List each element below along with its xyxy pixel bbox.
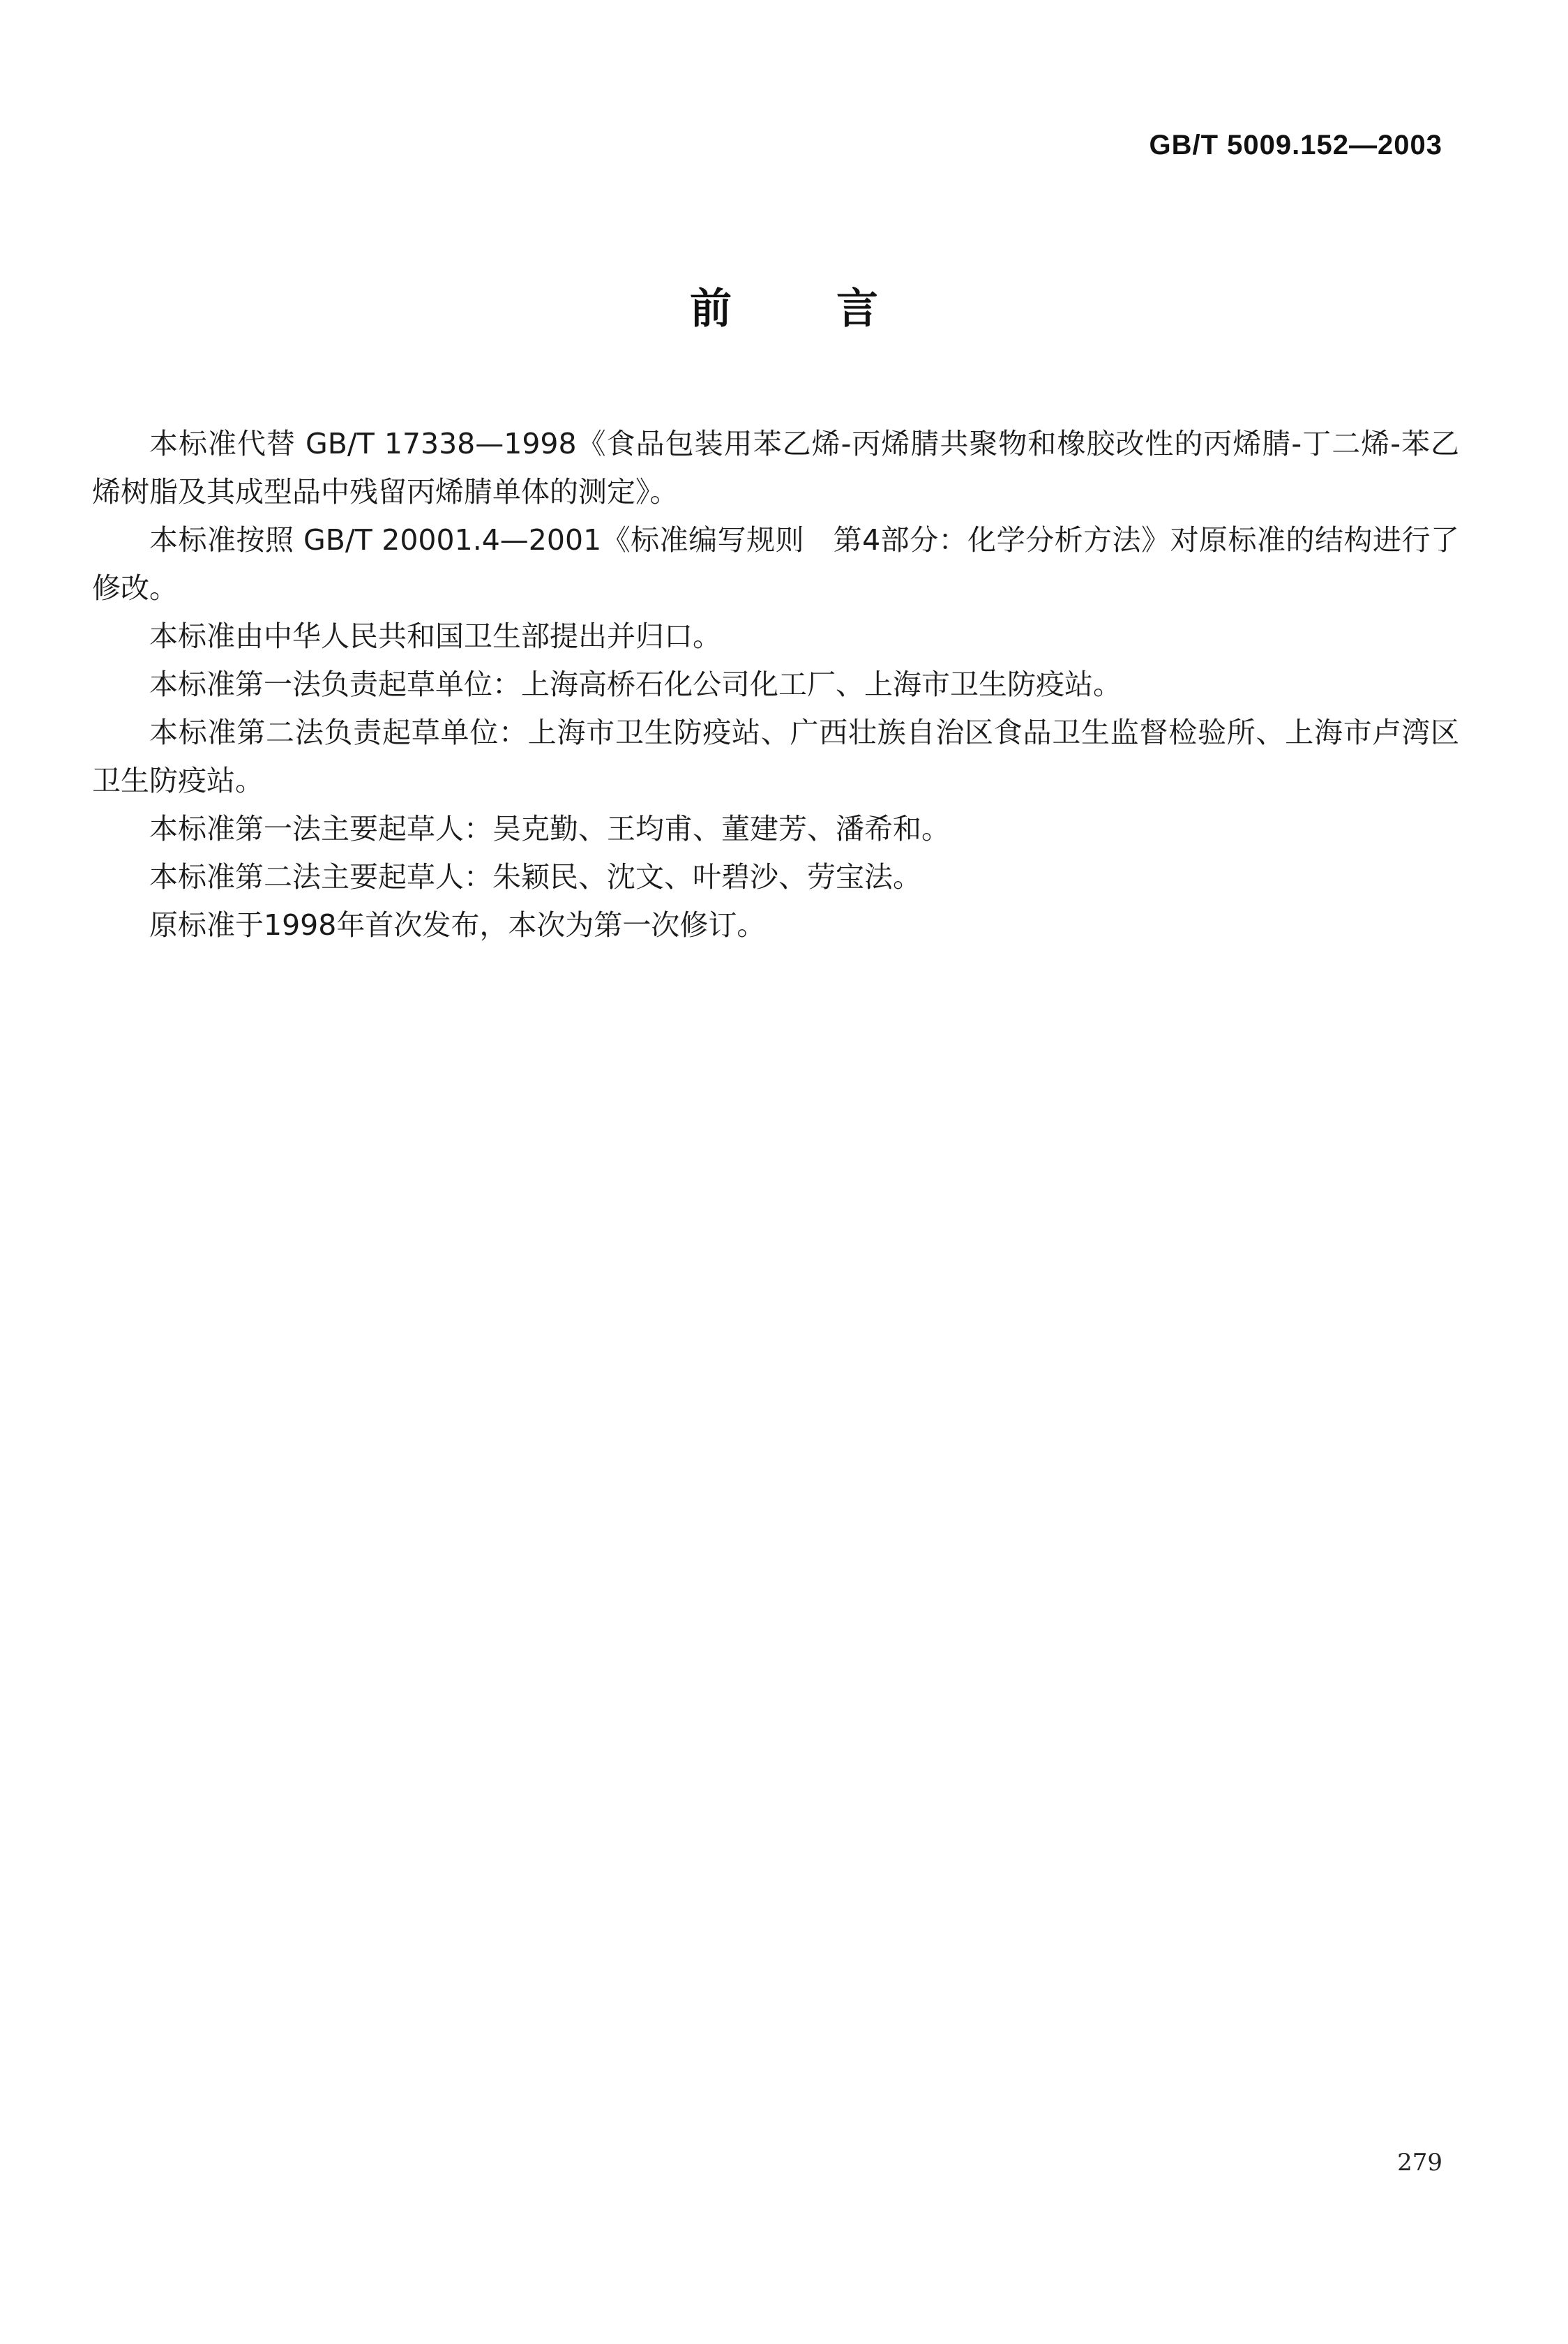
paragraph-method1-drafting-units: 本标准第一法负责起草单位：上海高桥石化公司化工厂、上海市卫生防疫站。 [149,668,1122,701]
paragraph-method1-drafters: 本标准第一法主要起草人：吴克勤、王均甫、董建芳、潘希和。 [149,812,950,846]
paragraph-replaces: 本标准代替 GB/T 17338—1998《食品包装用苯乙烯-丙烯腈共聚物和橡胶改性的丙烯腈-丁二烯-苯乙烯树脂及其成型品中残留丙烯腈单体的测定》。 [92,427,1459,509]
page-number: 279 [1397,2149,1442,2177]
page-title: 前言 [690,285,983,333]
paragraph-history: 原标准于1998年首次发布，本次为第一次修订。 [149,908,766,942]
paragraph-method2-drafters: 本标准第二法主要起草人：朱颖民、沈文、叶碧沙、劳宝法。 [149,860,921,894]
paragraph-proposer: 本标准由中华人民共和国卫生部提出并归口。 [149,619,721,653]
standard-code: GB/T 5009.152—2003 [1149,130,1442,160]
foreword-body [92,420,1459,949]
paragraph-method2-drafting-units: 本标准第二法负责起草单位：上海市卫生防疫站、广西壮族自治区食品卫生监督检验所、上海市卢湾区卫生防疫站。 [92,716,1459,797]
paragraph-structure: 本标准按照 GB/T 20001.4—2001《标准编写规则 第4部分：化学分析方法》对原标准的结构进行了修改。 [92,523,1459,605]
